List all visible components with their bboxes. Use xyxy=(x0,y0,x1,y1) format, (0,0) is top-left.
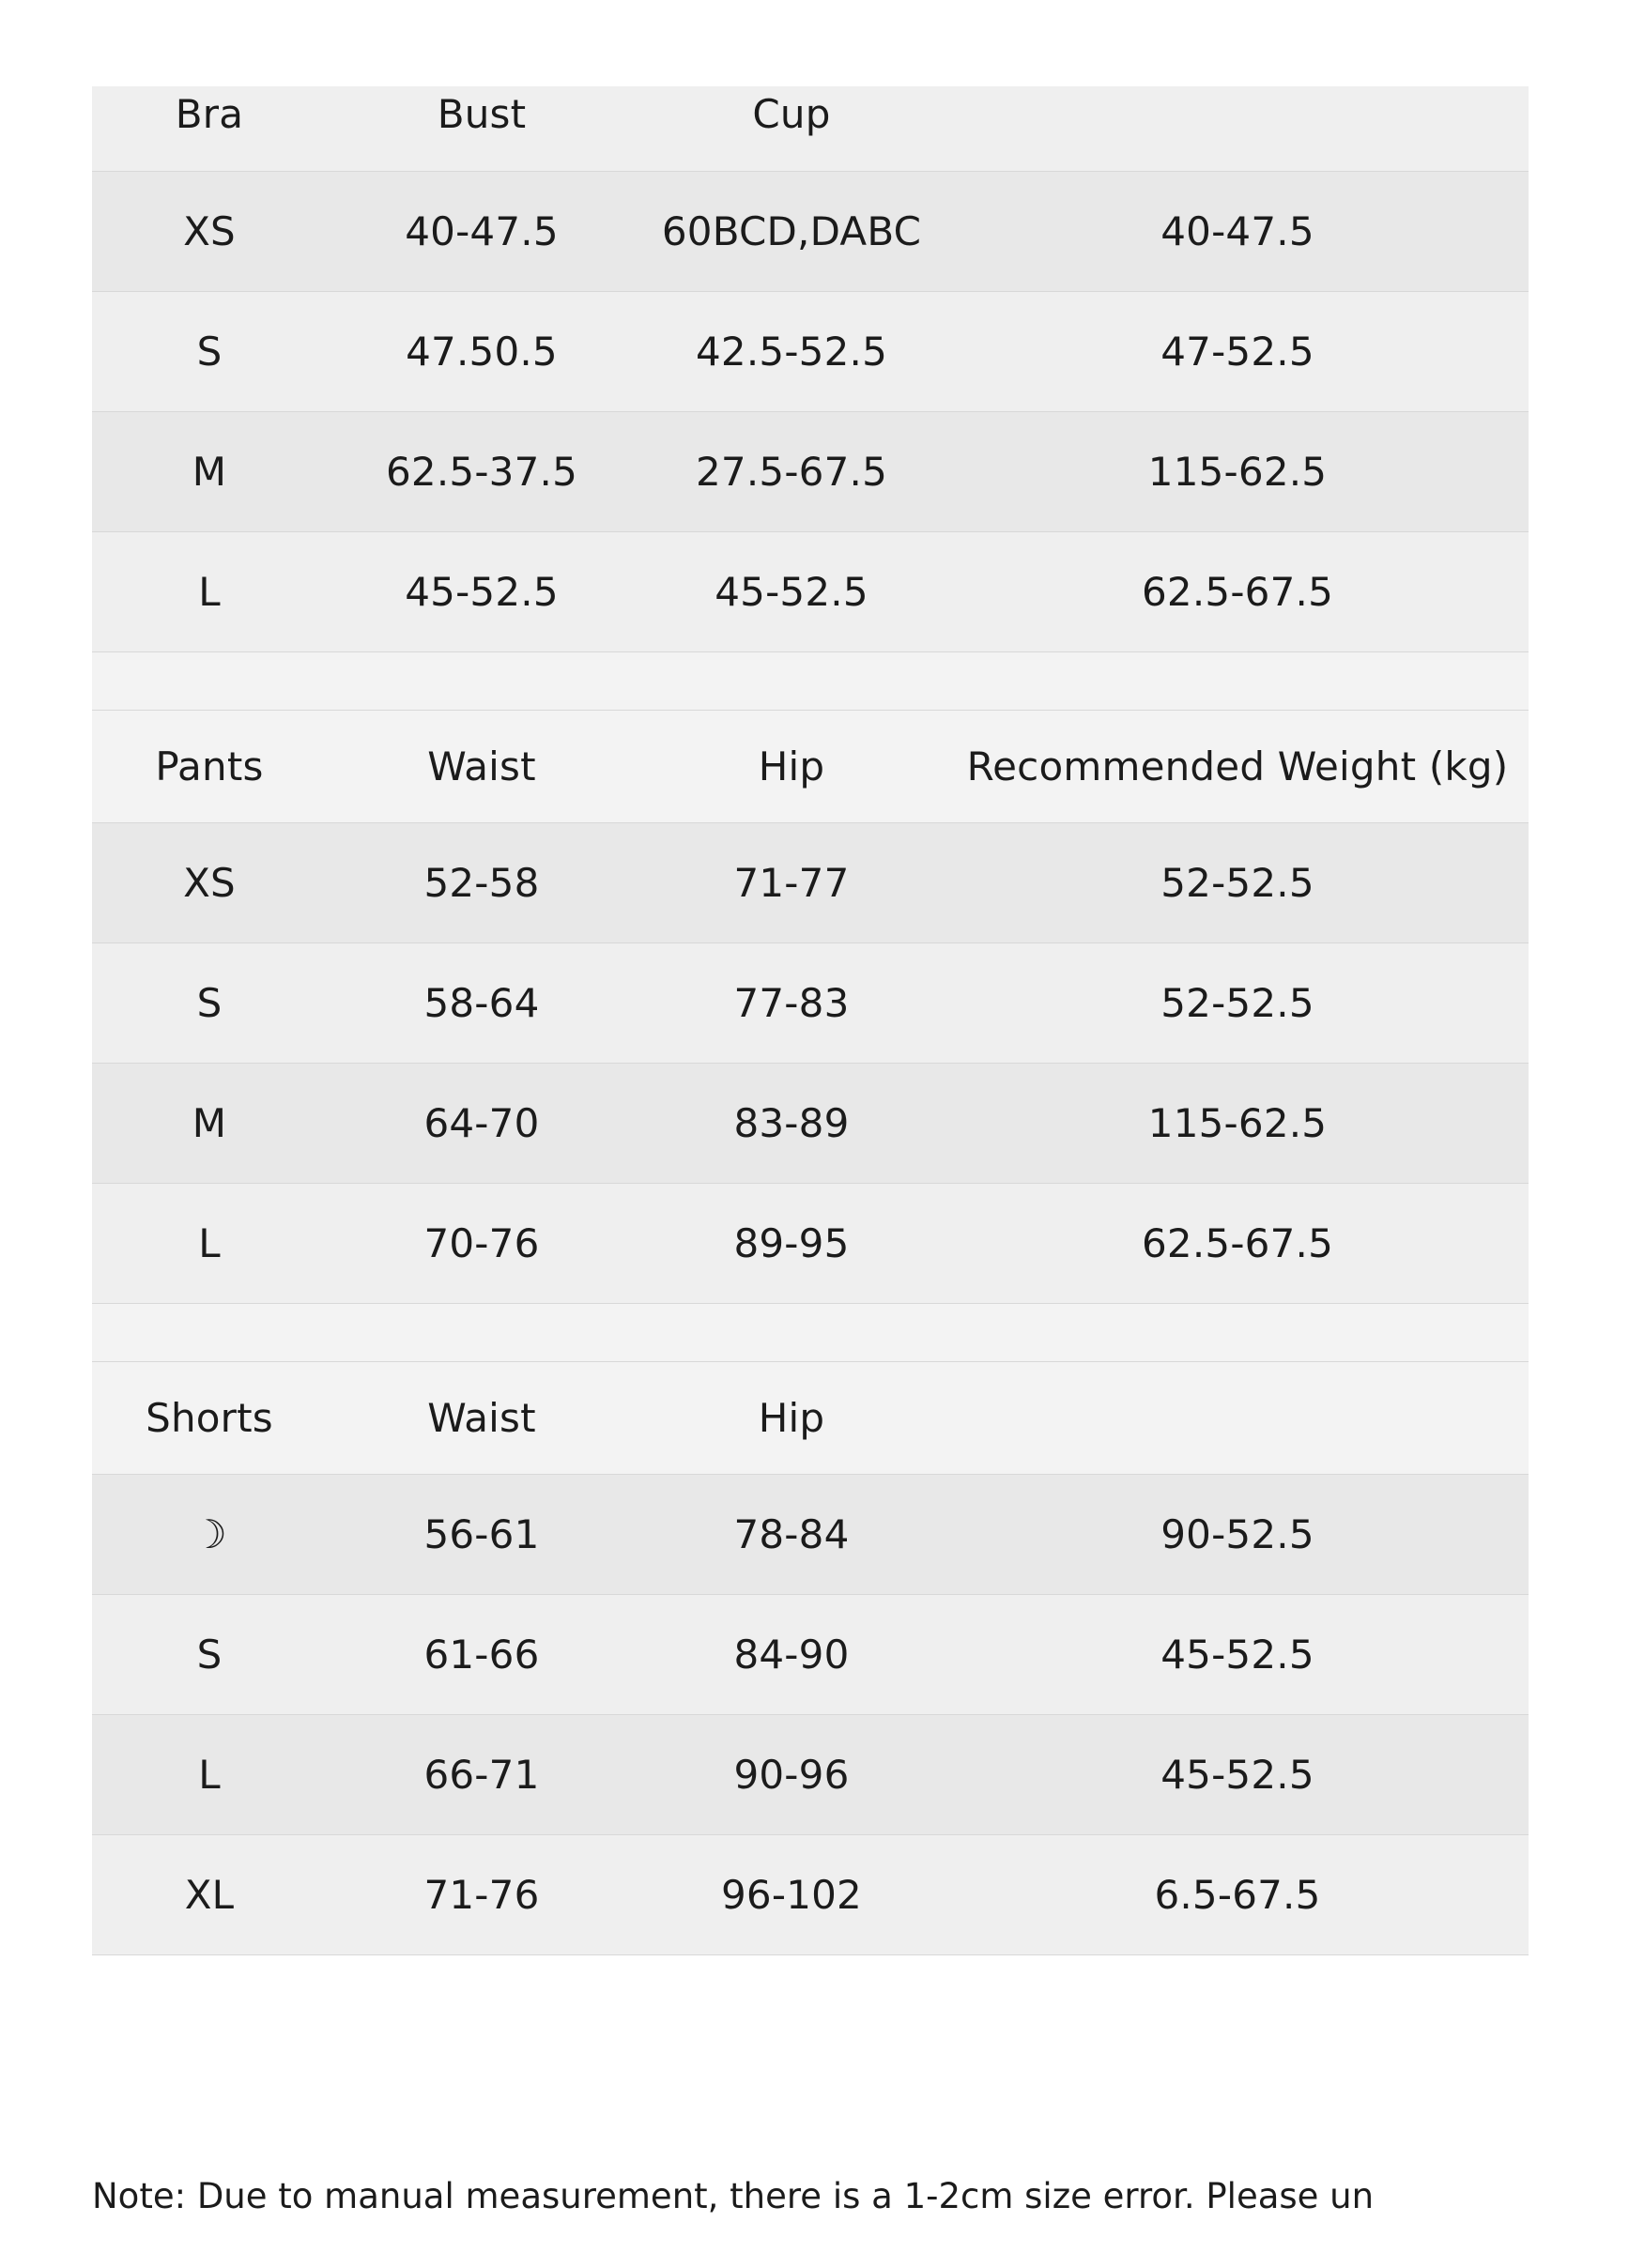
table-row xyxy=(92,1594,1529,1714)
table-row xyxy=(92,1183,1529,1303)
shorts-extra-xs: 90-52.5 xyxy=(946,1474,1529,1594)
bra-size-xs: XS xyxy=(92,171,327,291)
shorts-header-label: Shorts xyxy=(92,1361,327,1474)
shorts-size-xl: XL xyxy=(92,1834,327,1954)
size-chart-table-wrapper xyxy=(92,0,1529,1955)
bra-bust-l: 45-52.5 xyxy=(327,531,637,651)
shorts-size-l: L xyxy=(92,1714,327,1834)
bra-header-cup: Cup xyxy=(637,58,946,171)
pants-waist-l: 70-76 xyxy=(327,1183,637,1303)
bra-cup-m: 27.5-67.5 xyxy=(637,411,946,531)
shorts-header-hip: Hip xyxy=(637,1361,946,1474)
pants-waist-xs: 52-58 xyxy=(327,822,637,942)
bra-header-bust: Bust xyxy=(327,58,637,171)
table-row xyxy=(92,411,1529,531)
pants-header-row xyxy=(92,710,1529,822)
shorts-extra-s: 45-52.5 xyxy=(946,1594,1529,1714)
shorts-waist-xl: 71-76 xyxy=(327,1834,637,1954)
bra-extra-m: 115-62.5 xyxy=(946,411,1529,531)
spacer-row xyxy=(92,1303,1529,1361)
bra-size-m: M xyxy=(92,411,327,531)
shorts-hip-s: 84-90 xyxy=(637,1594,946,1714)
shorts-extra-l: 45-52.5 xyxy=(946,1714,1529,1834)
shorts-waist-s: 61-66 xyxy=(327,1594,637,1714)
pants-hip-s: 77-83 xyxy=(637,942,946,1063)
spacer-cell xyxy=(92,1303,327,1361)
bra-extra-xs: 40-47.5 xyxy=(946,171,1529,291)
shorts-waist-xs: 56-61 xyxy=(327,1474,637,1594)
shorts-hip-xl: 96-102 xyxy=(637,1834,946,1954)
pants-size-m: M xyxy=(92,1063,327,1183)
bra-header-label: Bra xyxy=(92,58,327,171)
pants-header-label: Pants xyxy=(92,710,327,822)
table-row xyxy=(92,1834,1529,1954)
bra-cup-l: 45-52.5 xyxy=(637,531,946,651)
bra-size-l: L xyxy=(92,531,327,651)
pants-waist-m: 64-70 xyxy=(327,1063,637,1183)
shorts-hip-xs: 78-84 xyxy=(637,1474,946,1594)
spacer-cell xyxy=(946,651,1529,710)
table-row xyxy=(92,942,1529,1063)
pants-hip-m: 83-89 xyxy=(637,1063,946,1183)
measurement-note: Note: Due to manual measurement, there is a 1-2cm size error. Please un xyxy=(92,2176,1375,2216)
spacer-cell xyxy=(327,1303,637,1361)
bra-cup-xs: 60BCD,DABC xyxy=(637,171,946,291)
spacer-cell xyxy=(637,1303,946,1361)
table-row xyxy=(92,1714,1529,1834)
right-margin xyxy=(1529,0,1629,2268)
pants-weight-l: 62.5-67.5 xyxy=(946,1183,1529,1303)
bra-bust-m: 62.5-37.5 xyxy=(327,411,637,531)
shorts-header-waist: Waist xyxy=(327,1361,637,1474)
table-row xyxy=(92,531,1529,651)
pants-weight-m: 115-62.5 xyxy=(946,1063,1529,1183)
spacer-row xyxy=(92,651,1529,710)
shorts-size-s: S xyxy=(92,1594,327,1714)
table-row xyxy=(92,822,1529,942)
table-row xyxy=(92,291,1529,411)
shorts-hip-l: 90-96 xyxy=(637,1714,946,1834)
spacer-cell xyxy=(946,1303,1529,1361)
spacer-cell xyxy=(637,651,946,710)
bottom-margin xyxy=(0,2227,1629,2268)
bra-extra-l: 62.5-67.5 xyxy=(946,531,1529,651)
spacer-cell xyxy=(327,651,637,710)
shorts-size-xs: ☽ xyxy=(92,1474,327,1594)
pants-weight-xs: 52-52.5 xyxy=(946,822,1529,942)
pants-size-l: L xyxy=(92,1183,327,1303)
bra-bust-s: 47.50.5 xyxy=(327,291,637,411)
shorts-header-extra xyxy=(946,1361,1529,1474)
pants-weight-s: 52-52.5 xyxy=(946,942,1529,1063)
top-margin xyxy=(0,0,1629,86)
pants-size-s: S xyxy=(92,942,327,1063)
bra-bust-xs: 40-47.5 xyxy=(327,171,637,291)
bra-size-s: S xyxy=(92,291,327,411)
size-chart-table xyxy=(92,0,1529,1955)
shorts-waist-l: 66-71 xyxy=(327,1714,637,1834)
pants-header-hip: Hip xyxy=(637,710,946,822)
bra-cup-s: 42.5-52.5 xyxy=(637,291,946,411)
shorts-header-row xyxy=(92,1361,1529,1474)
pants-waist-s: 58-64 xyxy=(327,942,637,1063)
pants-header-weight: Recommended Weight (kg) xyxy=(946,710,1529,822)
table-row xyxy=(92,1474,1529,1594)
spacer-cell xyxy=(92,651,327,710)
pants-hip-xs: 71-77 xyxy=(637,822,946,942)
pants-hip-l: 89-95 xyxy=(637,1183,946,1303)
table-row xyxy=(92,171,1529,291)
pants-size-xs: XS xyxy=(92,822,327,942)
left-margin xyxy=(0,0,92,2268)
bra-extra-s: 47-52.5 xyxy=(946,291,1529,411)
pants-header-waist: Waist xyxy=(327,710,637,822)
shorts-extra-xl: 6.5-67.5 xyxy=(946,1834,1529,1954)
table-row xyxy=(92,1063,1529,1183)
